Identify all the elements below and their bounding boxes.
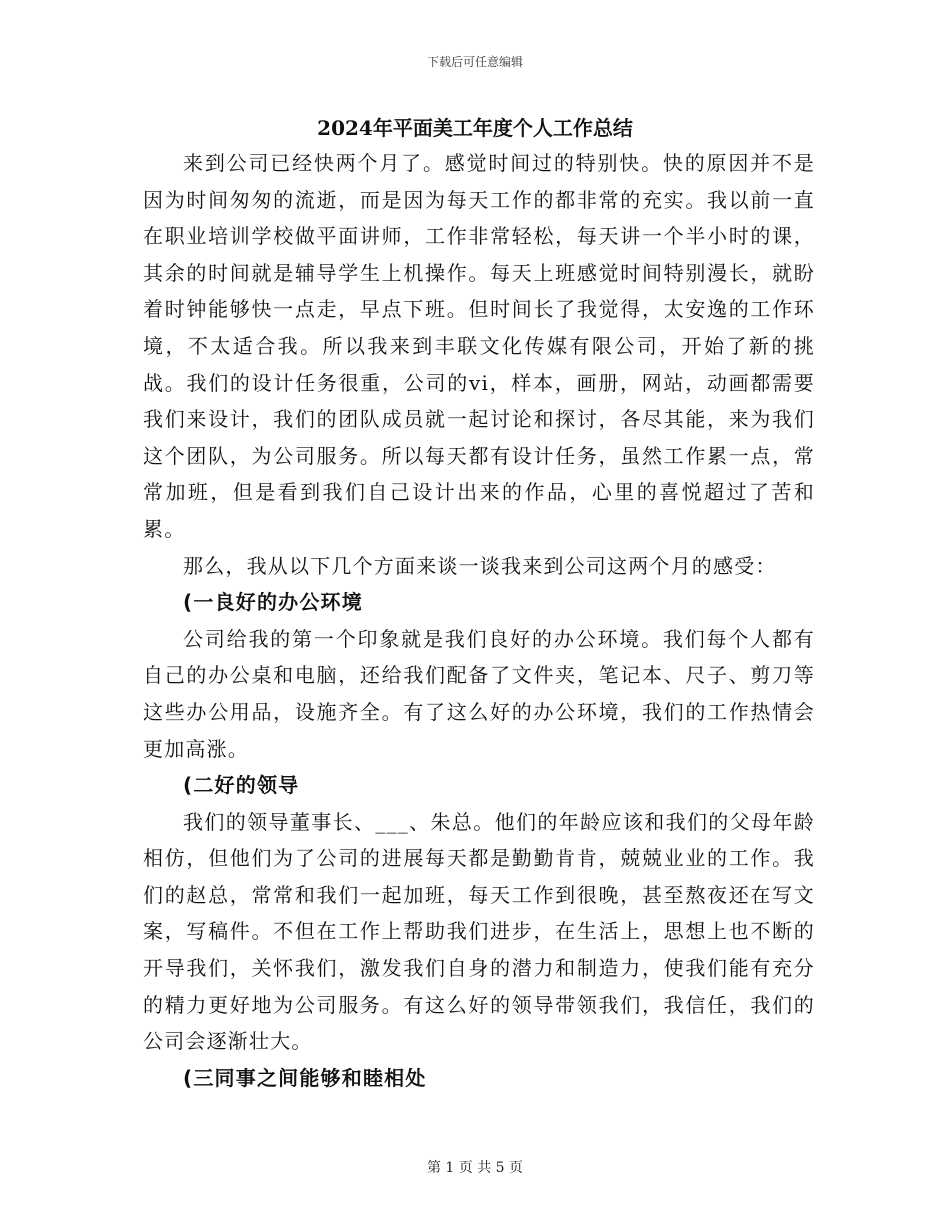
page-header: 下载后可任意编辑: [426, 55, 523, 69]
body-paragraph: 来到公司已经快两个月了。感觉时间过的特别快。快的原因并不是因为时间匆匆的流逝，而是因为每天工作的都非常的充实。我以前一直在职业培训学校做平面讲师，工作非常轻松，每天讲一个半小时的课，其余的时间就是辅导学生上机操作。每天上班感觉时间特别漫长，就盼着时钟能够快一点走，早点下班。但时间长了我觉得，太安逸的工作环境，不太适合我。所以我来到丰联文化传媒有限公司，开始了新的挑战。我们的设计任务很重，公司的vi，样本，画册，网站，动画都需要我们来设计，我们的团队成员就一起讨论和探讨，各尽其能，来为我们这个团队，为公司服务。所以每天都有设计任务，虽然工作累一点，常常加班，但是看到我们自己设计出来的作品，心里的喜悦超过了苦和累。: [143, 151, 815, 541]
section-heading: (一良好的办公环境: [183, 590, 363, 615]
body-paragraph: 我们的领导董事长、___、朱总。他们的年龄应该和我们的父母年龄相仿，但他们为了公司的进展每天都是勤勤肯肯，兢兢业业的工作。我们的赵总，常常和我们一起加班，每天工作到很晚，甚至熬夜还在写文案，写稿件。不但在工作上帮助我们进步，在生活上，思想上也不断的开导我们，关怀我们，激发我们自身的潜力和制造力，使我们能有充分的精力更好地为公司服务。有这么好的领导带领我们，我信任，我们的公司会逐渐壮大。: [143, 809, 815, 1054]
document-title: 2024年平面美工年度个人工作总结: [317, 116, 633, 140]
section-heading: (二好的领导: [183, 773, 300, 798]
body-paragraph: 那么，我从以下几个方面来谈一谈我来到公司这两个月的感受：: [183, 553, 777, 578]
section-heading: (三同事之间能够和睦相处: [183, 1065, 427, 1090]
document-body: [143, 145, 815, 1096]
body-paragraph: 公司给我的第一个印象就是我们良好的办公环境。我们每个人都有自己的办公桌和电脑，还给我们配备了文件夹，笔记本、尺子、剪刀等这些办公用品，设施齐全。有了这么好的办公环境，我们的工作热情会更加高涨。: [143, 626, 815, 761]
page-number: 第 1 页 共 5 页: [426, 1160, 524, 1176]
